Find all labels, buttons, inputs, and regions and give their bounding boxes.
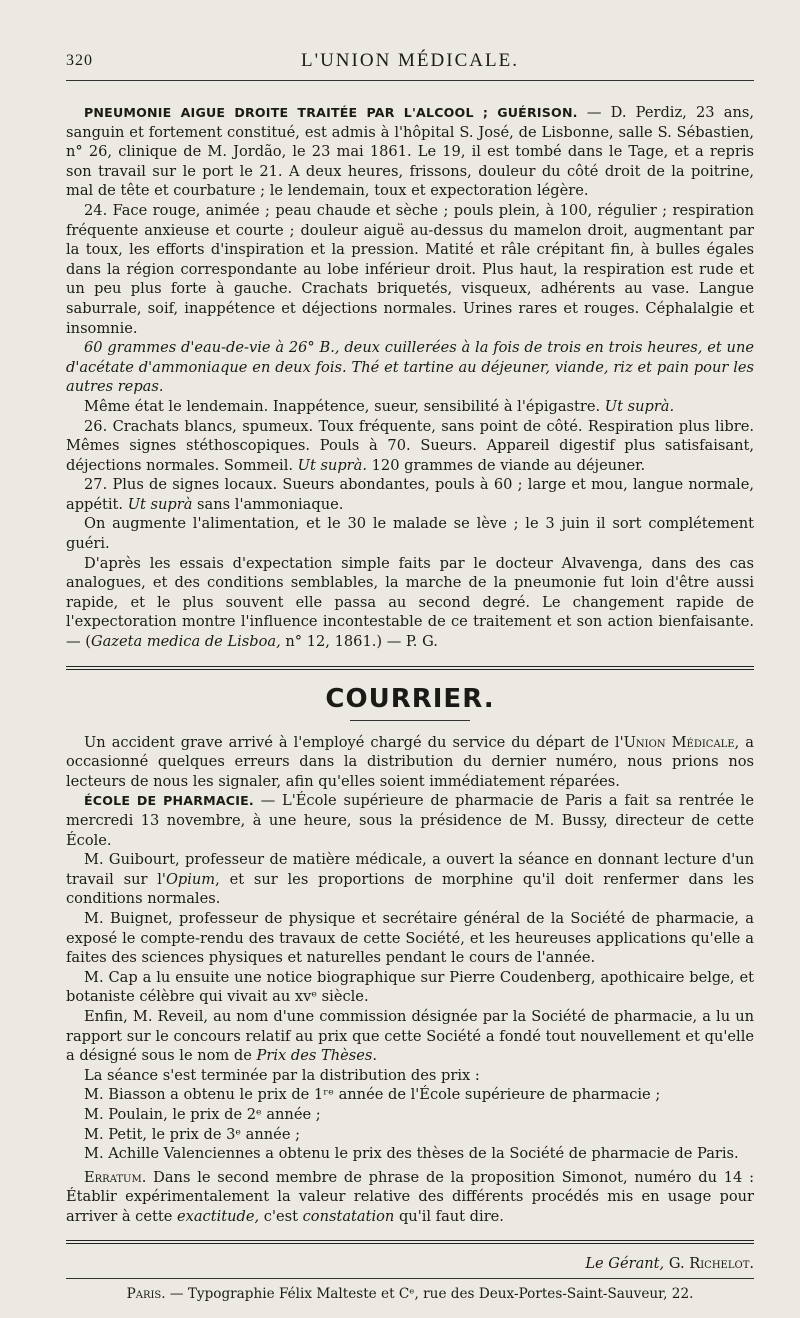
source-journal: Gazeta medica de Lisboa,	[90, 633, 281, 651]
ecole-title: ÉCOLE DE PHARMACIE.	[84, 793, 254, 809]
day-27-text: 27. Plus de signes locaux. Sueurs abondantes, pouls à 60 ; large et mou, langue normale, appétit.	[66, 476, 754, 513]
courrier-section	[66, 666, 754, 1227]
day-26-italic: Ut suprà.	[297, 456, 367, 474]
page-number: 320	[66, 52, 93, 69]
journal-name-smallcaps: Union Médicale	[623, 733, 735, 751]
content-column	[66, 46, 754, 1303]
conclusion-text: D'après les essais d'expectation simple faits par le docteur Alvavenga, dans des cas analogues, et des conditions semblables, la marche de la pneumonie fut loin d'être aussi rapide, et le plus souvent elle passa au second degré. Le changement rapide de l'expectoration montre l'influence incontestable de ce traitement et son action bienfaisante. — (	[66, 554, 754, 651]
day-26-paragraph	[66, 417, 754, 476]
day-27-paragraph	[66, 475, 754, 514]
cap-paragraph: M. Cap a lu ensuite une notice biographique sur Pierre Coudenberg, apothicaire belge, et botaniste célèbre qui vivait au xvᵉ siècle.	[66, 968, 754, 1006]
article-title: PNEUMONIE AIGUE DROITE TRAITÉE PAR L'ALCOOL ; GUÉRISON.	[84, 105, 578, 120]
guibourt-text: M. Guibourt, professeur de matière médicale, a ouvert la séance en donnant lecture d'un travail sur l'	[66, 851, 754, 888]
day-27-italic: Ut suprà	[127, 495, 193, 513]
imprint-text: — Typographie Félix Malteste et Cᵉ, rue des Deux-Portes-Saint-Sauveur, 22.	[165, 1286, 694, 1303]
buignet-paragraph: M. Buignet, professeur de physique et secrétaire général de la Société de pharmacie, a exposé le compte-rendu des travaux de cette Société, et les heureuses applications qu'elle a faites des sciences physiques et naturelles pendant le cours de l'année.	[66, 909, 754, 967]
accident-text: Un accident grave arrivé à l'employé chargé du service du départ de l'	[84, 733, 624, 751]
running-head	[66, 46, 754, 76]
ecole-paragraph	[66, 791, 754, 850]
day-25-italic: Ut suprà.	[604, 397, 675, 415]
guibourt-end: , et sur les proportions de morphine qu'il doit renfermer dans les conditions normales.	[66, 870, 754, 908]
journal-title: L'UNION MÉDICALE.	[301, 50, 519, 71]
prize-1: M. Biasson a obtenu le prix de 1ʳᵉ année de l'École supérieure de pharmacie ;	[84, 1086, 661, 1104]
erratum-italic-1: exactitude,	[176, 1207, 260, 1225]
header-rule	[66, 80, 754, 81]
title-short-rule	[350, 720, 470, 721]
signature-role: Le Gérant,	[585, 1255, 665, 1273]
erratum-end: qu'il faut dire.	[394, 1207, 504, 1225]
day-26-end: 120 grammes de viande au déjeuner.	[367, 456, 646, 474]
footer	[66, 1240, 754, 1303]
imprint-rule	[66, 1278, 754, 1279]
erratum-mid: c'est	[259, 1207, 303, 1225]
day-24-paragraph: 24. Face rouge, animée ; peau chaude et sèche ; pouls plein, à 100, régulier ; respiration fréquente anxieuse et courte ; douleur aiguë au-dessus du mamelon droit, augmentant par la toux, les efforts d'inspiration et la pression. Matité et râle crépitant fin, à bulles égales dans la région correspondante au lobe inférieur droit. Plus haut, la respiration est rude et un peu plus forte à gauche. Crachats briquetés, visqueux, adhérents au vase. Langue saburrale, soif, inappétence et déjections normales. Urines rares et rouges. Céphalalgie et insomnie.	[66, 201, 754, 337]
day-24-prescription	[66, 338, 754, 397]
article-intro-text: — D. Perdiz, 23 ans, sanguin et fortement constitué, est admis à l'hôpital S. José, de Lisbonne, salle S. Sébastien, n° 26, clinique de M. Jordão, le 23 mai 1861. Le 19, il est tombé dans le Tage, et a repris son travail sur le port le 21. A deux heures, frissons, douleur du côté droit de la poitrine, mal de tête et courbature ; le lendemain, toux et expectoration légère.	[66, 104, 754, 200]
erratum-label: Erratum.	[84, 1168, 147, 1186]
prix-des-theses-italic: Prix des Thèses	[256, 1047, 373, 1065]
accident-paragraph	[66, 733, 754, 792]
imprint	[66, 1285, 754, 1303]
day-25-paragraph	[66, 397, 754, 417]
day-25-text: Même état le lendemain. Inappétence, sueur, sensibilité à l'épigastre.	[84, 397, 605, 415]
conclusion-paragraph	[66, 554, 754, 652]
guibourt-paragraph	[66, 850, 754, 909]
erratum-paragraph	[66, 1168, 754, 1227]
imprint-city: Paris.	[126, 1286, 166, 1303]
signature-name: G. Richelot.	[664, 1255, 754, 1273]
signature	[66, 1254, 754, 1274]
prescription-text: 60 grammes d'eau-de-vie à 26° B., deux cuillerées à la fois de trois en trois heures, et une d'acétate d'ammoniaque en deux fois. Thé et tartine au déjeuner, viande, riz et pain pour les autres repas.	[66, 339, 754, 396]
article-intro	[66, 103, 754, 201]
recovery-paragraph: On augmente l'alimentation, et le 30 le malade se lève ; le 3 juin il sort complétement guéri.	[66, 515, 754, 553]
seance-paragraph: La séance s'est terminée par la distribution des prix :	[84, 1066, 480, 1084]
erratum-italic-2: constatation	[302, 1207, 395, 1225]
erratum-text: Dans le second membre de phrase de la proposition Simonot, numéro du 14 : Établir expérimentalement la valeur relative des différents procédés mis en usage pour arriver à cette	[66, 1168, 754, 1225]
opium-italic: Opium	[165, 870, 216, 888]
footer-double-rule	[66, 1240, 754, 1244]
section-double-rule	[66, 666, 754, 670]
prize-2: M. Poulain, le prix de 2ᵉ année ;	[84, 1105, 321, 1123]
reveil-end: .	[372, 1047, 377, 1065]
accident-end: , a occasionné quelques erreurs dans la distribution du dernier numéro, nous prions nos lecteurs de nous les signaler, afin qu'elles soient immédiatement réparées.	[66, 733, 754, 790]
article-pneumonie	[66, 103, 754, 652]
prize-3: M. Petit, le prix de 3ᵉ année ;	[84, 1125, 301, 1143]
reveil-paragraph	[66, 1007, 754, 1066]
reveil-text: Enfin, M. Reveil, au nom d'une commission désignée par la Société de pharmacie, a lu un rapport sur le concours relatif au prix que cette Société a fondé tout nouvellement et qu'elle a désigné sous le nom de	[66, 1007, 754, 1065]
courrier-title: COURRIER.	[325, 683, 495, 714]
day-26-text: 26. Crachats blancs, spumeux. Toux fréquente, sans point de côté. Respiration plus libre. Mêmes signes stéthoscopiques. Pouls à 70. Sueurs. Appareil digestif plus satisfaisant, déjections normales. Sommeil.	[66, 417, 754, 474]
day-27-end: sans l'ammoniaque.	[192, 495, 344, 513]
source-end: n° 12, 1861.) — P. G.	[280, 633, 438, 651]
prize-4: M. Achille Valenciennes a obtenu le prix des thèses de la Société de pharmacie de Paris.	[84, 1145, 739, 1163]
ecole-text: — L'École supérieure de pharmacie de Paris a fait sa rentrée le mercredi 13 novembre, à une heure, sous la présidence de M. Bussy, directeur de cette École.	[66, 792, 754, 849]
